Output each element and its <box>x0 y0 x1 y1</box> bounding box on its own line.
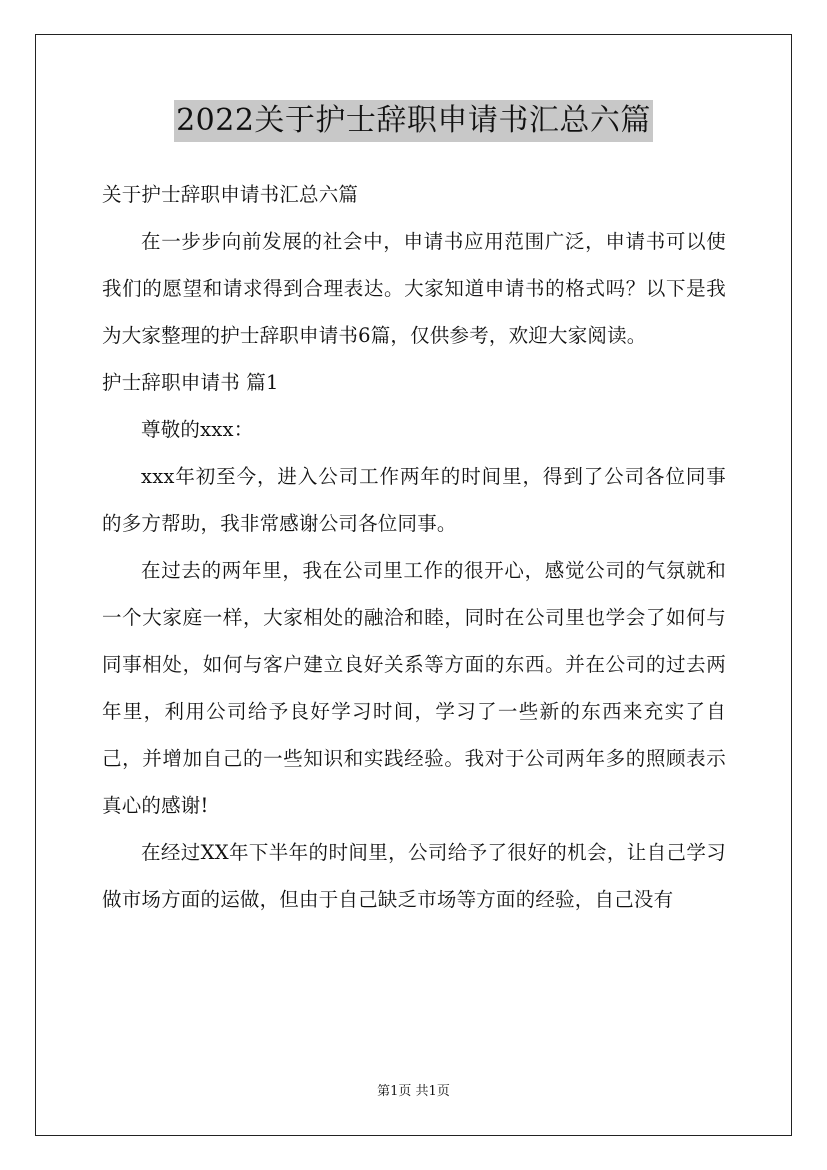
body-paragraph: 在过去的两年里，我在公司里工作的很开心，感觉公司的气氛就和一个大家庭一样，大家相处的融洽和睦，同时在公司里也学会了如何与同事相处，如何与客户建立良好关系等方面的东西。并在公司的过去两年里，利用公司给予良好学习时间，学习了一些新的东西来充实了自己，并增加自己的一些知识和实践经验。我对于公司两年多的照顾表示真心的感谢! <box>102 559 726 817</box>
section-heading: 护士辞职申请书 篇1 <box>102 371 279 394</box>
body-paragraph: xxx年初至今，进入公司工作两年的时间里，得到了公司各位同事的多方帮助，我非常感谢公司各位同事。 <box>102 465 726 535</box>
page-footer: 第1页 共1页 <box>377 1084 450 1099</box>
document-title: 2022关于护士辞职申请书汇总六篇 <box>174 100 653 142</box>
title-area <box>0 100 827 142</box>
intro-paragraph: 在一步步向前发展的社会中，申请书应用范围广泛，申请书可以使我们的愿望和请求得到合理表达。大家知道申请书的格式吗？以下是我为大家整理的护士辞职申请书6篇，仅供参考，欢迎大家阅读。 <box>102 230 726 347</box>
salutation-paragraph: 尊敬的xxx： <box>141 418 254 441</box>
document-body <box>102 171 726 923</box>
subtitle-paragraph: 关于护士辞职申请书汇总六篇 <box>102 183 359 206</box>
body-paragraph: 在经过XX年下半年的时间里，公司给予了很好的机会，让自己学习做市场方面的运做，但由于自己缺乏市场等方面的经验，自己没有 <box>102 841 726 911</box>
